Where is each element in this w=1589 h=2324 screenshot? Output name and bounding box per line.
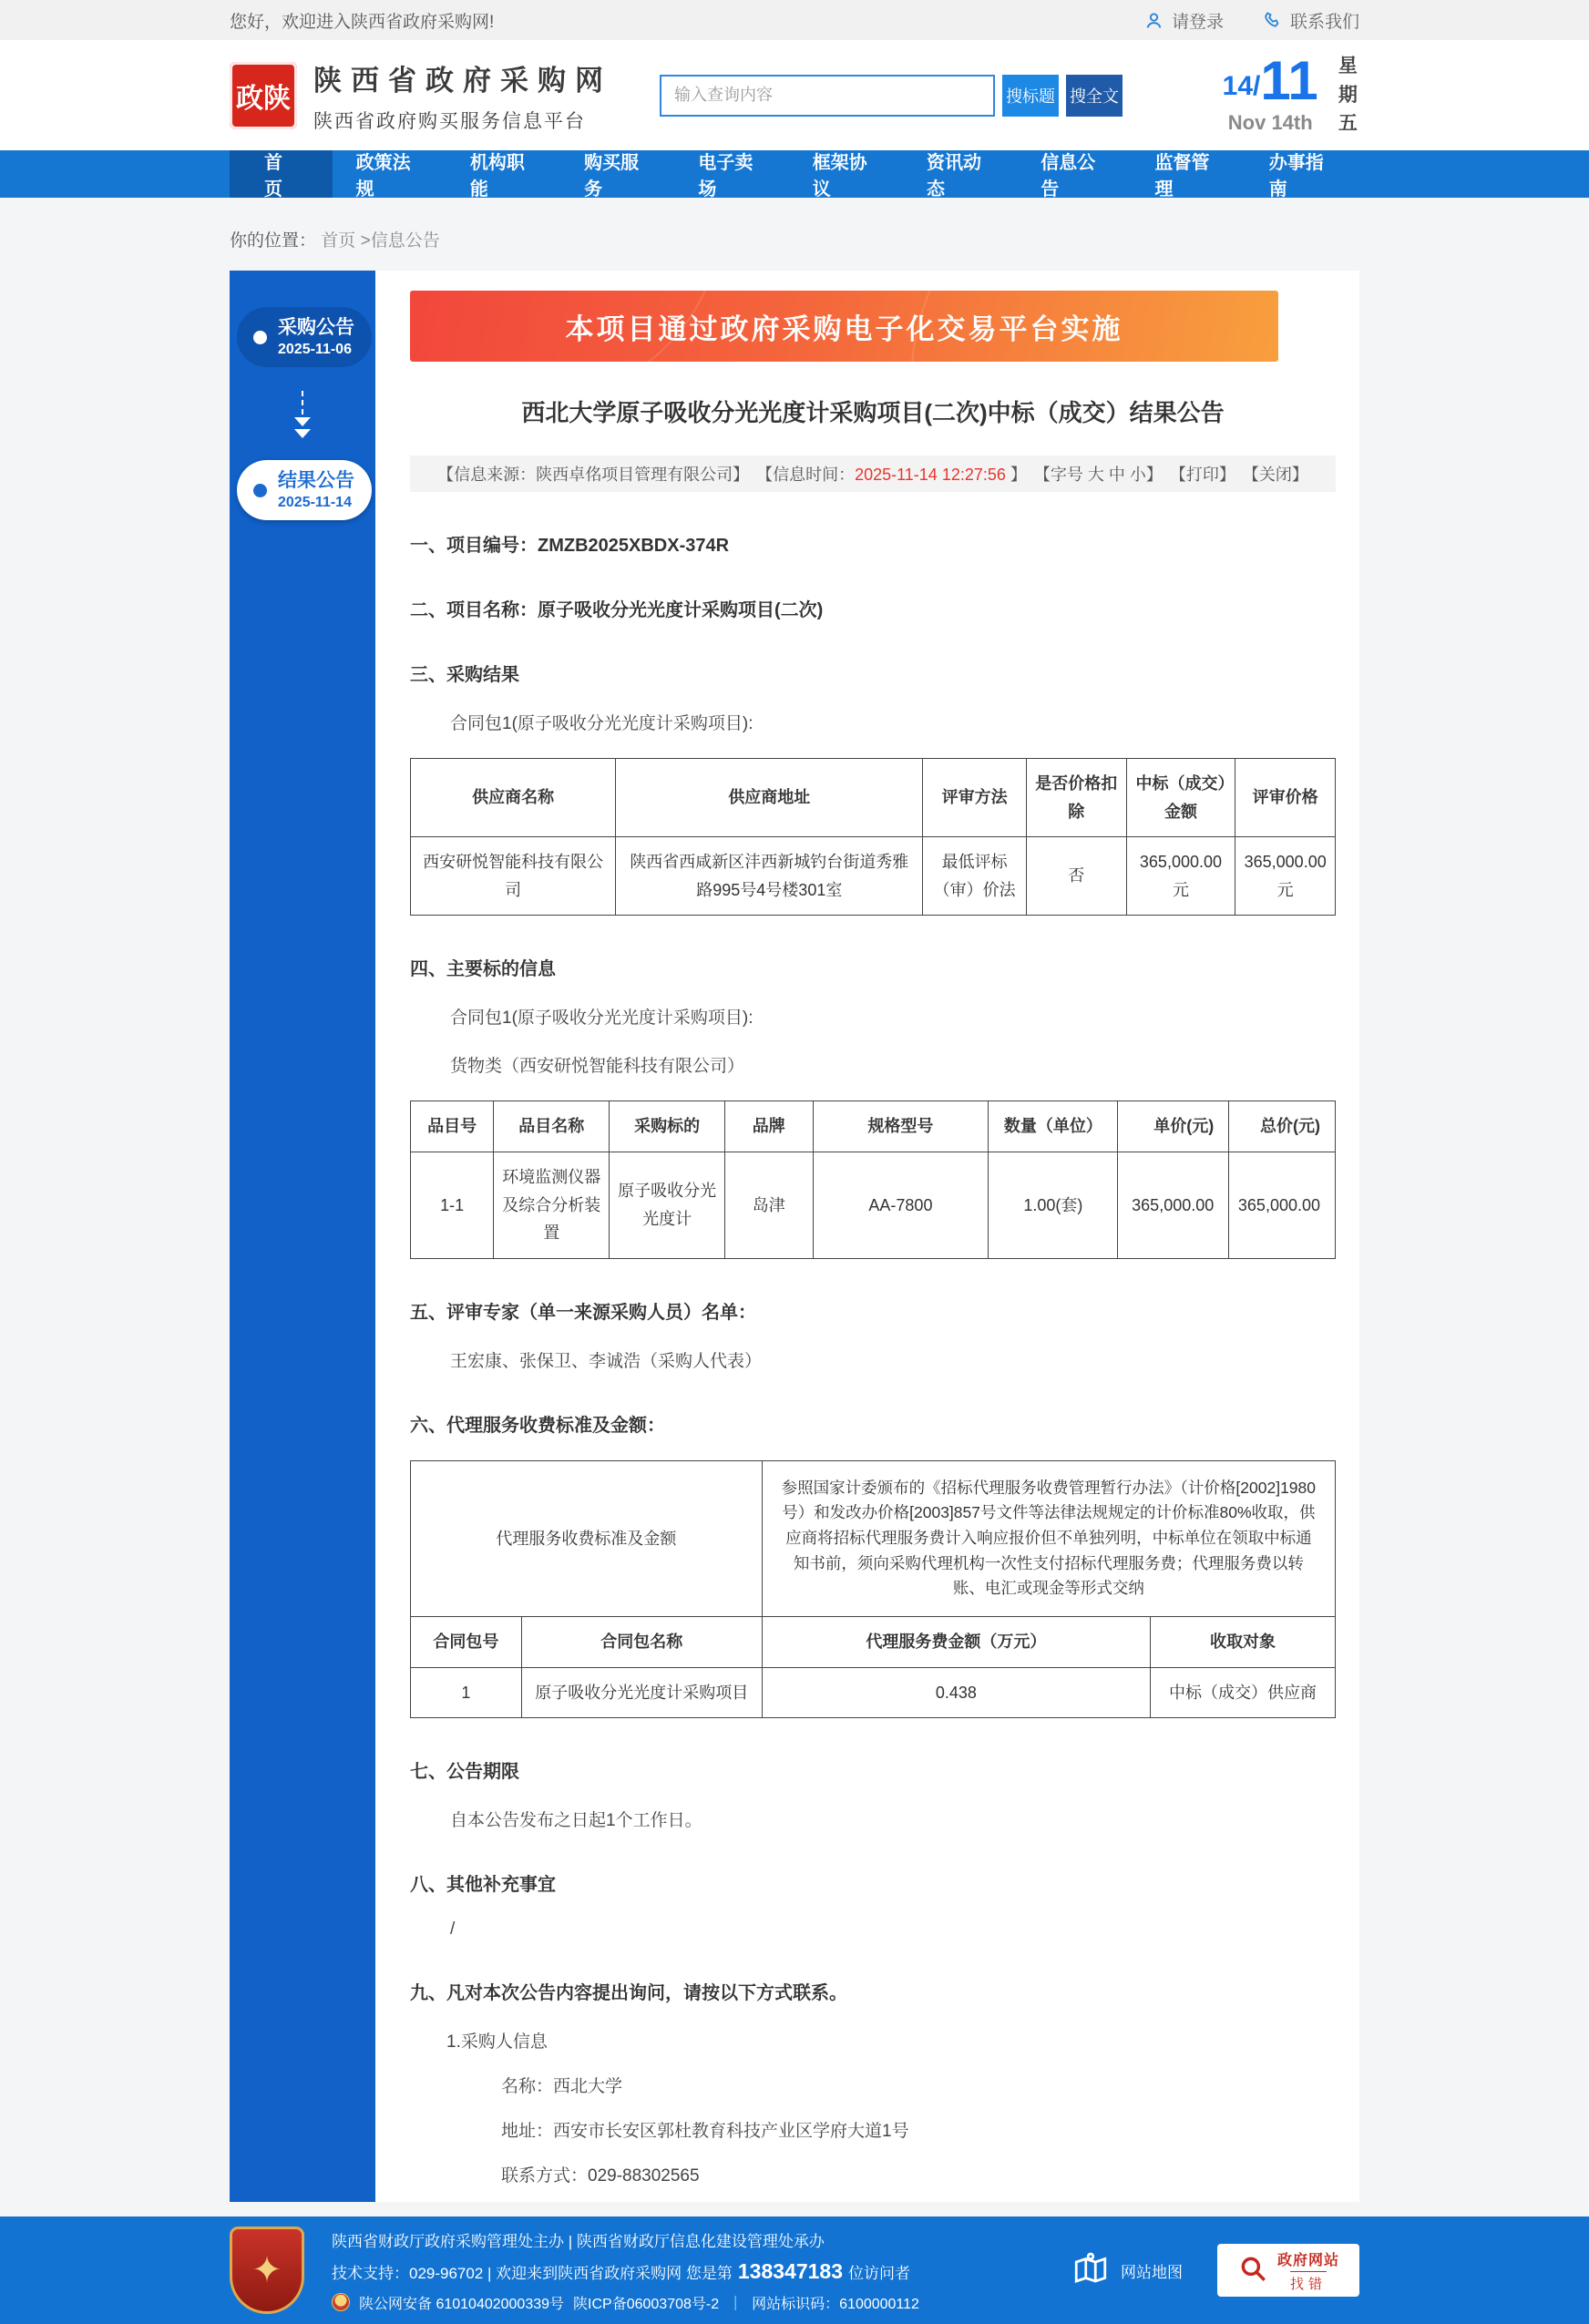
section3-package: 合同包1(原子吸收分光光度计采购项目): [450, 714, 753, 733]
fee-standard-desc: 参照国家计委颁布的《招标代理服务收费管理暂行办法》（计价格[2002]1980号）和发改办价格[2003]857号文件等法律法规规定的计价标准80%收取，供应商将招标代理服务费计入响应报价但不单独列明，中标单位在领取中标通知书前，须向采购代理机构一次性支付招标代理服务费；代理服务费以转账、电汇或现金等形式交纳 [762, 1460, 1335, 1616]
breadcrumb-current[interactable]: 信息公告 [370, 231, 440, 251]
meta-source: 【信息来源：陕西卓佲项目管理有限公司】 [437, 466, 750, 484]
welcome-text: 您好，欢迎进入陕西省政府采购网! [230, 12, 495, 32]
breadcrumb-home[interactable]: 首页 [321, 231, 356, 251]
page-title: 西北大学原子吸收分光光度计采购项目(二次)中标（成交）结果公告 [521, 399, 1225, 426]
footer-registration-line [332, 2292, 1071, 2313]
meta-fontsize-control[interactable]: 【字号 大 中 小】 [1033, 466, 1163, 484]
section4-package: 合同包1(原子吸收分光光度计采购项目): [450, 1008, 753, 1029]
fee-standard-row [411, 1460, 1336, 1616]
section7-heading: 七、公告期限 [410, 1762, 519, 1783]
breadcrumb [0, 198, 1589, 271]
result-table [410, 758, 1336, 916]
phone-icon [1264, 11, 1282, 29]
meta-time-value: 2025-11-14 12:27:56 [855, 466, 1006, 484]
search-fulltext-button[interactable]: 搜全文 [1066, 75, 1123, 117]
date-day: 14/ [1222, 70, 1261, 101]
section9-heading: 九、凡对本次公告内容提出询问，请按以下方式联系。 [410, 1983, 847, 2004]
article [375, 271, 1359, 2202]
magnifier-icon [1237, 2253, 1268, 2288]
content-area [230, 271, 1359, 2202]
search-title-button[interactable]: 搜标题 [1002, 75, 1059, 117]
section4-category: 货物类（西安研悦智能科技有限公司） [450, 1057, 745, 1077]
footer-divider: ｜ [728, 2296, 743, 2312]
agency-fee-table [410, 1460, 1336, 1718]
police-badge-icon [332, 2293, 350, 2311]
nav-item-announcements[interactable]: 信息公告 [1041, 153, 1096, 200]
expert-list: 王宏康、张保卫、李诚浩（采购人代表） [450, 1351, 763, 1371]
section2-heading: 二、项目名称：原子吸收分光光度计采购项目(二次) [410, 600, 824, 620]
article-meta-bar [410, 456, 1336, 492]
map-icon [1071, 2249, 1110, 2292]
nav-item-policies[interactable]: 政策法规 [355, 153, 411, 200]
fee-standard-label: 代理服务收费标准及金额 [411, 1460, 763, 1616]
purchaser-address: 地址：西安市长安区郭杜教育科技产业区学府大道1号 [501, 2122, 909, 2142]
section8-heading: 八、其他补充事宜 [410, 1875, 556, 1896]
date-weekday: 星期五 [1338, 56, 1358, 135]
nav-item-news[interactable]: 资讯动态 [926, 153, 981, 200]
site-logo-icon: 政陕 [230, 62, 297, 129]
items-table [410, 1101, 1336, 1258]
nav-item-guide[interactable]: 办事指南 [1268, 153, 1324, 200]
breadcrumb-label: 你的位置： [230, 231, 317, 251]
date-month: 11 [1260, 49, 1318, 111]
timeline-arrow-icon [230, 391, 375, 438]
nav-item-home[interactable]: 首页 [230, 150, 333, 198]
site-subtitle: 陕西省政府购买服务信息平台 [313, 110, 586, 132]
meta-time: 【信息时间：2025-11-14 12:27:56 】 [756, 466, 1027, 484]
main-nav [0, 150, 1589, 198]
top-utility-bar [0, 0, 1589, 40]
other-matters: / [450, 1920, 456, 1940]
search-bar [660, 75, 1123, 117]
user-icon [1144, 11, 1164, 30]
icp-registration: 陕ICP备06003708号-2 [573, 2296, 720, 2312]
site-footer [0, 2217, 1589, 2324]
timeline-dot-icon [253, 331, 267, 344]
purchaser-phone: 联系方式：029-88302565 [501, 2166, 700, 2186]
footer-support-line: 技术支持：029-96702 | 欢迎来到陕西省政府采购网 您是第 138347183 位访问者 [332, 2258, 911, 2283]
table-row: 西安研悦智能科技有限公司 陕西省西咸新区沣西新城钓台街道秀雅路995号4号楼301室 最低评标（审）价法 否 365,000.00元 365,000.00元 [411, 837, 1336, 916]
visitor-count: 138347183 [737, 2258, 844, 2283]
sidebar-item-procurement-notice[interactable]: 采购公告 2025-11-06 [237, 307, 372, 367]
footer-organizer: 陕西省财政厅政府采购管理处主办 | 陕西省财政厅信息化建设管理处承办 [332, 2232, 825, 2250]
purchaser-info-title: 1.采购人信息 [446, 2032, 548, 2053]
platform-banner: 本项目通过政府采购电子化交易平台实施 [410, 291, 1278, 362]
notice-period: 自本公告发布之日起1个工作日。 [450, 1811, 702, 1831]
date-english: Nov 14th [1227, 110, 1313, 134]
timeline-sidebar [230, 271, 375, 2202]
sitemap-link[interactable]: 网站地图 [1071, 2249, 1183, 2292]
search-input[interactable] [660, 75, 995, 117]
contact-link[interactable]: 联系我们 [1264, 8, 1359, 33]
sidebar-item-result-notice[interactable]: 结果公告 2025-11-14 [237, 460, 372, 520]
site-code: 网站标识码：6100000112 [752, 2296, 919, 2312]
police-registration: 陕公网安备 61010402000339号 [359, 2296, 565, 2312]
nav-item-supervision[interactable]: 监督管理 [1154, 153, 1210, 200]
nav-item-purchase-services[interactable]: 购买服务 [584, 153, 640, 200]
government-emblem-icon: ✦ [230, 2227, 304, 2314]
table-header-row: 合同包号 合同包名称 代理服务费金额（万元） 收取对象 [411, 1616, 1336, 1667]
meta-print-button[interactable]: 【打印】 [1169, 466, 1235, 484]
section1-heading: 一、项目编号：ZMZB2025XBDX-374R [410, 536, 730, 556]
section5-heading: 五、评审专家（单一来源采购人员）名单： [410, 1302, 756, 1323]
login-link[interactable]: 请登录 [1144, 8, 1224, 33]
nav-item-e-mall[interactable]: 电子卖场 [698, 153, 753, 200]
purchaser-name: 名称：西北大学 [501, 2077, 623, 2097]
nav-item-framework[interactable]: 框架协议 [812, 153, 867, 200]
section6-heading: 六、代理服务收费标准及金额： [410, 1415, 665, 1436]
site-name: 陕西省政府采购网 [313, 64, 612, 97]
table-row: 1 原子吸收分光光度计采购项目 0.438 中标（成交）供应商 [411, 1667, 1336, 1718]
section3-heading: 三、采购结果 [410, 665, 519, 685]
timeline-dot-icon [253, 484, 267, 497]
table-header-row: 供应商名称 供应商地址 评审方法 是否价格扣除 中标（成交）金额 评审价格 [411, 759, 1336, 837]
breadcrumb-separator: > [360, 231, 371, 251]
table-header-row: 品目号 品目名称 采购标的 品牌 规格型号 数量（单位） 单价(元) 总价(元) [411, 1101, 1336, 1152]
table-row: 1-1 环境监测仪器及综合分析装置 原子吸收分光光度计 岛津 AA-7800 1.00(套) 365,000.00 365,000.00 [411, 1152, 1336, 1258]
date-widget [1222, 49, 1359, 138]
nav-item-functions[interactable]: 机构职能 [469, 153, 525, 200]
meta-close-button[interactable]: 【关闭】 [1242, 466, 1308, 484]
site-header [0, 40, 1589, 150]
error-report-badge[interactable]: 政府网站 找错 [1217, 2244, 1359, 2297]
section4-heading: 四、主要标的信息 [410, 959, 556, 980]
